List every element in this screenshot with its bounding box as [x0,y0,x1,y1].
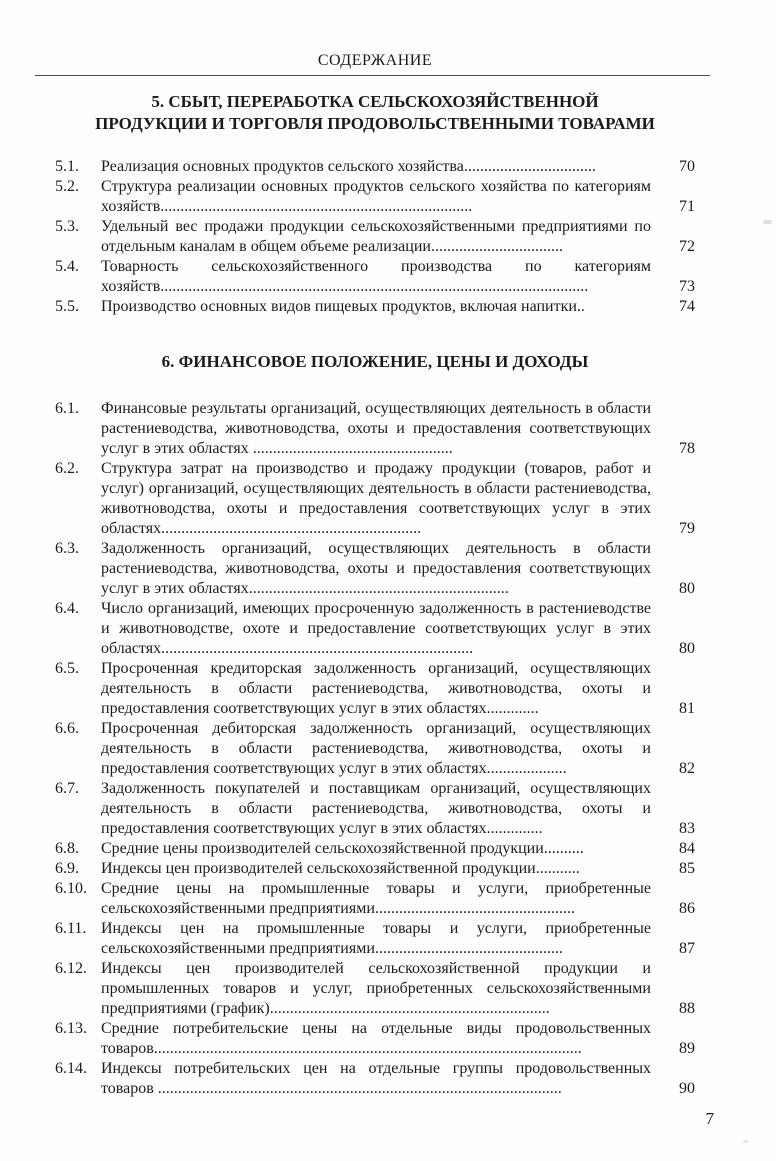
toc-entry [55,719,695,779]
toc-entry-number: 5.3. [55,218,79,235]
toc-entry [55,177,695,217]
toc-entry-title: Средние потребительские цены на отдельные виды продовольственных товаров........................................................................................................... [101,1020,651,1057]
toc-entry-page: 89 [679,1040,695,1057]
toc-entry-title: Индексы цен производителей сельскохозяйственной продукции........... [101,860,580,877]
toc-entry [55,1059,695,1099]
toc-entry-title: Товарность сельскохозяйственного производства по категориям хозяйств........................................................................................................... [101,258,651,295]
toc-entry-title: Финансовые результаты организаций, осуществляющих деятельность в области растениеводства, животноводства, охоты и предоставления соответствующих услуг в этих областях .................................................. [101,400,651,457]
toc-entry-title: Реализация основных продуктов сельского хозяйства................................. [101,158,596,175]
toc-entry-title: Задолженность организаций, осуществляющих деятельность в области растениеводства, животноводства, охоты и предоставления соответствующих услуг в этих областях................................................................. [101,540,651,597]
toc-entry-number: 5.2. [55,178,79,195]
toc-entry-number: 6.2. [55,460,79,477]
toc-entry-number: 6.4. [55,600,79,617]
section-5-heading: 5. СБЫТ, ПЕРЕРАБОТКА СЕЛЬСКОХОЗЯЙСТВЕННОЙ ПРОДУКЦИИ И ТОРГОВЛЯ ПРОДОВОЛЬСТВЕННЫМИ ТОВАРАМИ [95,92,655,133]
toc-entry-title: Индексы потребительских цен на отдельные группы продовольственных товаров ..................................................................................................... [101,1060,651,1097]
toc-entry-page: 72 [679,238,695,255]
toc-entry [55,839,695,859]
header-rule [35,75,710,76]
section-6-heading: 6. ФИНАНСОВОЕ ПОЛОЖЕНИЕ, ЦЕНЫ И ДОХОДЫ [161,352,589,371]
toc-entry-title: Число организаций, имеющих просроченную задолженность в растениеводстве и животноводстве, охоте и предоставление соответствующих услуг в этих областях.............................................................................. [101,600,651,657]
toc-entry-number: 6.1. [55,400,79,417]
toc-entry-page: 86 [679,900,695,917]
toc-entry-title: Задолженность покупателей и поставщикам организаций, осуществляющих деятельность в области растениеводства, животноводства, охоты и предоставления соответствующих услуг в этих областях.............. [101,780,651,837]
toc-entry-title: Структура реализации основных продуктов сельского хозяйства по категориям хозяйств.............................................................................. [101,178,651,215]
toc-entry-number: 5.1. [55,158,79,175]
toc-entry [55,539,695,599]
toc-entry-page: 87 [679,940,695,957]
toc-entry-page: 70 [679,158,695,175]
toc-entry-title: Индексы цен на промышленные товары и услуги, приобретенные сельскохозяйственными предприятиями............................................... [101,920,651,957]
toc-entry-page: 71 [679,198,695,215]
toc-entry [55,659,695,719]
toc-entry-page: 85 [679,860,695,877]
toc-entry [55,297,695,317]
toc-entry-number: 6.7. [55,780,79,797]
folio-page-number: 7 [705,1109,714,1128]
toc-entry [55,919,695,959]
toc-entry-number: 6.11. [55,920,87,937]
toc-entry [55,257,695,297]
toc-entry-page: 78 [679,440,695,457]
toc-entry-page: 80 [679,640,695,657]
toc-entry-number: 6.12. [55,960,87,977]
toc-entry-title: Производство основных видов пищевых продуктов, включая напитки.. [101,298,585,315]
toc-entry [55,399,695,459]
toc-entry-page: 90 [679,1080,695,1097]
toc-entry-page: 81 [679,700,695,717]
toc-entry-page: 80 [679,580,695,597]
toc-entry-title: Удельный вес продажи продукции сельскохозяйственными предприятиями по отдельным каналам в общем объеме реализации................................. [101,218,651,255]
toc-entry-number: 5.5. [55,298,79,315]
toc-entry-page: 82 [679,760,695,777]
toc-entry-number: 6.14. [55,1060,87,1077]
toc-entry-number: 6.3. [55,540,79,557]
toc-entry [55,157,695,177]
toc-entry-number: 6.10. [55,880,87,897]
toc-entry-number: 6.8. [55,840,79,857]
toc-entry [55,217,695,257]
toc-entry-page: 74 [679,298,695,315]
toc-entry-page: 83 [679,820,695,837]
toc-entry [55,459,695,539]
toc-entry-title: Средние цены на промышленные товары и услуги, приобретенные сельскохозяйственными предприятиями.................................................. [101,880,651,917]
toc-entry-page: 84 [679,840,695,857]
scan-artifact [763,220,772,224]
toc-entry [55,859,695,879]
toc-entry-page: 88 [679,1000,695,1017]
toc-entry [55,779,695,839]
toc-entry-title: Структура затрат на производство и продажу продукции (товаров, работ и услуг) организаций, осуществляющих деятельность в области растениеводства, животноводства, охоты и предоставления соответствующих услуг в этих областях................................................................. [101,460,651,537]
page-header [55,52,695,76]
toc-entry-page: 73 [679,278,695,295]
toc-entry-title: Средние цены производителей сельскохозяйственной продукции.......... [101,840,584,857]
toc-entry-title: Просроченная кредиторская задолженность организаций, осуществляющих деятельность в области растениеводства, животноводства, охоты и предоставления соответствующих услуг в этих областях............. [101,660,651,717]
toc-entry-number: 6.6. [55,720,79,737]
toc-entry [55,879,695,919]
toc-entry-number: 6.13. [55,1020,87,1037]
toc-entry [55,599,695,659]
toc-section-6 [55,399,695,1099]
toc-entry-title: Просроченная дебиторская задолженность организаций, осуществляющих деятельность в области растениеводства, животноводства, охоты и предоставления соответствующих услуг в этих областях.................... [101,720,651,777]
toc-entry [55,1019,695,1059]
toc-entry [55,959,695,1019]
scan-artifact [743,1140,748,1143]
toc-entry-page: 79 [679,520,695,537]
toc-entry-number: 6.9. [55,860,79,877]
page-title: СОДЕРЖАНИЕ [317,52,433,69]
toc-entry-number: 6.5. [55,660,79,677]
toc-section-5 [55,157,695,317]
toc-entry-title: Индексы цен производителей сельскохозяйственной продукции и промышленных товаров и услуг, приобретенных сельскохозяйственными предприятиями (график)...................................................................... [101,960,651,1017]
toc-entry-number: 5.4. [55,258,79,275]
